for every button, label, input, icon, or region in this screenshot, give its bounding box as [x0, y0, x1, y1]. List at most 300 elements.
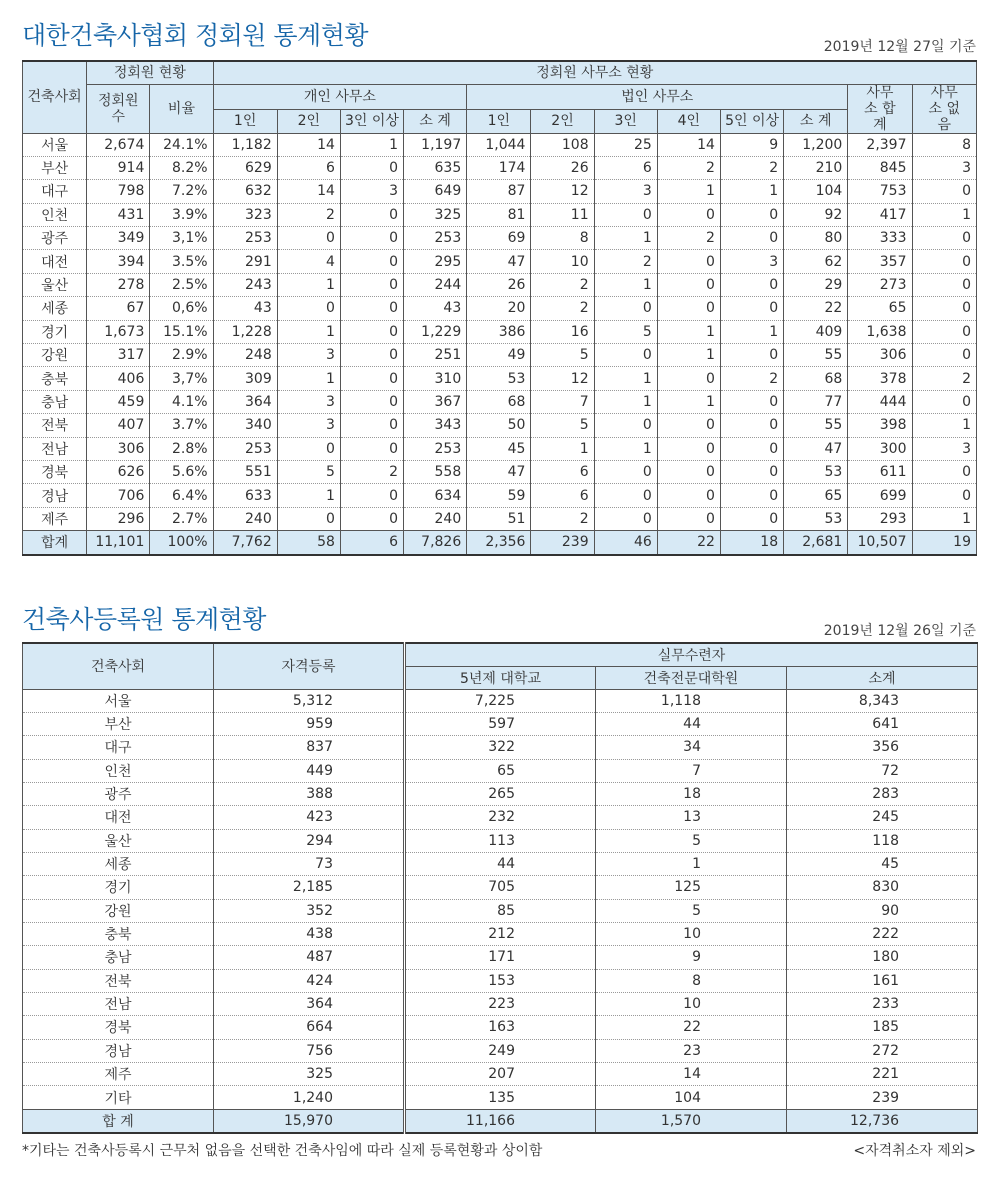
table-total-row [23, 531, 977, 555]
header-corporate-office: 법인 사무소 [467, 84, 848, 109]
table-cell: 1,197 [404, 133, 467, 156]
table-cell: 0 [720, 484, 783, 507]
table-cell: 705 [405, 876, 596, 899]
region-cell: 서울 [23, 133, 87, 156]
table-cell: 18 [720, 531, 783, 555]
table-row [23, 992, 978, 1015]
table-cell: 0 [340, 414, 403, 437]
region-cell: 세종 [23, 852, 214, 875]
table-row [23, 437, 977, 460]
header-region: 건축사회 [23, 61, 87, 133]
table-cell: 53 [784, 460, 848, 483]
region-cell: 강원 [23, 899, 214, 922]
region-cell: 경남 [23, 484, 87, 507]
table-cell: 0 [720, 414, 783, 437]
region-cell: 경기 [23, 876, 214, 899]
header-cor-2: 2인 [531, 109, 594, 133]
table-cell: 23 [596, 1039, 787, 1062]
table-cell: 15,970 [214, 1109, 405, 1133]
table-cell: 14 [277, 180, 340, 203]
table-cell: 756 [214, 1039, 405, 1062]
table-cell: 1 [720, 320, 783, 343]
region-cell: 합계 [23, 531, 87, 555]
table-cell: 1 [340, 133, 403, 156]
table-cell: 0 [720, 460, 783, 483]
region-cell: 경기 [23, 320, 87, 343]
table-cell: 104 [784, 180, 848, 203]
table-cell: 13 [596, 806, 787, 829]
table-cell: 0 [594, 297, 657, 320]
table-cell: 1 [594, 390, 657, 413]
table-cell: 221 [787, 1063, 978, 1086]
header-ind-3plus: 3인 이상 [340, 109, 403, 133]
region-cell: 합 계 [23, 1109, 214, 1133]
table-cell: 0 [912, 297, 977, 320]
table-cell: 253 [404, 227, 467, 250]
table-cell: 306 [848, 344, 912, 367]
table-cell: 2,356 [467, 531, 531, 555]
table-cell: 0 [277, 437, 340, 460]
table-cell: 0 [277, 507, 340, 530]
table-cell: 1 [912, 507, 977, 530]
table-cell: 322 [405, 736, 596, 759]
table-cell: 2 [340, 460, 403, 483]
table-cell: 0 [657, 507, 720, 530]
header2-univ5: 5년제 대학교 [405, 666, 596, 689]
table-cell: 2.5% [150, 273, 213, 296]
table-cell: 0 [594, 344, 657, 367]
region-cell: 전남 [23, 992, 214, 1015]
table-cell: 16 [531, 320, 594, 343]
table-cell: 12,736 [787, 1109, 978, 1133]
region-cell: 충북 [23, 922, 214, 945]
table-cell: 4.1% [150, 390, 213, 413]
table-cell: 171 [405, 946, 596, 969]
table-cell: 10,507 [848, 531, 912, 555]
header2-grad-school: 건축전문대학원 [596, 666, 787, 689]
table-cell: 253 [404, 437, 467, 460]
table-cell: 3 [594, 180, 657, 203]
table-cell: 309 [213, 367, 277, 390]
table-cell: 438 [214, 922, 405, 945]
table-cell: 53 [784, 507, 848, 530]
table-cell: 295 [404, 250, 467, 273]
table-cell: 1 [594, 367, 657, 390]
table-cell: 0 [657, 297, 720, 320]
table-total-row [23, 1109, 978, 1133]
table-cell: 3 [277, 344, 340, 367]
table-cell: 1,044 [467, 133, 531, 156]
table-cell: 249 [405, 1039, 596, 1062]
table-cell: 24.1% [150, 133, 213, 156]
table-row [23, 852, 978, 875]
table-cell: 163 [405, 1016, 596, 1039]
table-cell: 240 [213, 507, 277, 530]
table-cell: 185 [787, 1016, 978, 1039]
table-cell: 8 [912, 133, 977, 156]
table-cell: 325 [404, 203, 467, 226]
table-cell: 73 [214, 852, 405, 875]
table-cell: 5 [531, 344, 594, 367]
table-cell: 55 [784, 344, 848, 367]
footnote: *기타는 건축사등록시 근무처 없음을 선택한 건축사임에 따라 실제 등록현황과 상이함 [22, 1143, 543, 1159]
region-cell: 전북 [23, 414, 87, 437]
table-cell: 664 [214, 1016, 405, 1039]
table-cell: 62 [784, 250, 848, 273]
table-cell: 3,7% [150, 367, 213, 390]
table-cell: 253 [213, 437, 277, 460]
table-cell: 118 [787, 829, 978, 852]
table-cell: 1 [277, 484, 340, 507]
table-row [23, 203, 977, 226]
table-cell: 18 [596, 782, 787, 805]
table-cell: 1,200 [784, 133, 848, 156]
table-row [23, 1016, 978, 1039]
table-cell: 0 [720, 203, 783, 226]
table-cell: 1 [594, 273, 657, 296]
table-cell: 2 [531, 273, 594, 296]
table-cell: 0 [657, 273, 720, 296]
table-cell: 633 [213, 484, 277, 507]
table-cell: 837 [214, 736, 405, 759]
table-cell: 406 [87, 367, 150, 390]
region-cell: 인천 [23, 203, 87, 226]
table-cell: 5 [531, 414, 594, 437]
table-cell: 53 [467, 367, 531, 390]
table-cell: 0 [340, 297, 403, 320]
table-cell: 3.5% [150, 250, 213, 273]
header-individual-office: 개인 사무소 [213, 84, 467, 109]
header-office-total: 사무소 합계 [848, 84, 912, 133]
table-cell: 431 [87, 203, 150, 226]
table-cell: 2 [594, 250, 657, 273]
table-cell: 1 [912, 203, 977, 226]
table-cell: 1,229 [404, 320, 467, 343]
table-cell: 296 [87, 507, 150, 530]
table-cell: 635 [404, 156, 467, 179]
table-cell: 1 [720, 180, 783, 203]
table-cell: 317 [87, 344, 150, 367]
header2-registered: 자격등록 [214, 643, 405, 689]
table-cell: 417 [848, 203, 912, 226]
table-cell: 77 [784, 390, 848, 413]
table-cell: 20 [467, 297, 531, 320]
table-cell: 1,228 [213, 320, 277, 343]
table-cell: 104 [596, 1086, 787, 1109]
table-cell: 291 [213, 250, 277, 273]
table-cell: 3 [277, 414, 340, 437]
table-cell: 14 [657, 133, 720, 156]
region-cell: 경남 [23, 1039, 214, 1062]
table-cell: 1 [912, 414, 977, 437]
table-row [23, 712, 978, 735]
table-cell: 7.2% [150, 180, 213, 203]
table-cell: 1 [277, 320, 340, 343]
table-cell: 293 [848, 507, 912, 530]
table-row [23, 736, 978, 759]
table-cell: 0 [340, 437, 403, 460]
table-row [23, 922, 978, 945]
table-cell: 25 [594, 133, 657, 156]
table-cell: 245 [787, 806, 978, 829]
table-row [23, 1039, 978, 1062]
table-cell: 0 [594, 460, 657, 483]
header2-trainees: 실무수련자 [405, 643, 978, 666]
table-cell: 349 [87, 227, 150, 250]
table-cell: 7 [531, 390, 594, 413]
table-cell: 2,185 [214, 876, 405, 899]
table-cell: 0 [720, 507, 783, 530]
table-row [23, 227, 977, 250]
table-cell: 207 [405, 1063, 596, 1086]
table-cell: 449 [214, 759, 405, 782]
table-cell: 67 [87, 297, 150, 320]
table-row [23, 946, 978, 969]
table-cell: 423 [214, 806, 405, 829]
table-cell: 0 [594, 507, 657, 530]
table-cell: 253 [213, 227, 277, 250]
table-cell: 9 [720, 133, 783, 156]
table-row [23, 273, 977, 296]
table-row [23, 390, 977, 413]
table-row [23, 1063, 978, 1086]
header-office-status: 정회원 사무소 현황 [213, 61, 976, 84]
table-cell: 2 [720, 156, 783, 179]
table-cell: 45 [787, 852, 978, 875]
table-cell: 265 [405, 782, 596, 805]
table-cell: 0 [720, 227, 783, 250]
table-cell: 0 [720, 297, 783, 320]
table-cell: 0 [912, 180, 977, 203]
table-cell: 6 [277, 156, 340, 179]
table-cell: 10 [531, 250, 594, 273]
table-cell: 340 [213, 414, 277, 437]
table-cell: 153 [405, 969, 596, 992]
table-cell: 44 [596, 712, 787, 735]
table-cell: 0 [340, 390, 403, 413]
table-cell: 706 [87, 484, 150, 507]
region-cell: 인천 [23, 759, 214, 782]
table-cell: 43 [213, 297, 277, 320]
table-row [23, 782, 978, 805]
table-cell: 0 [912, 320, 977, 343]
table-cell: 47 [467, 250, 531, 273]
table-cell: 239 [787, 1086, 978, 1109]
table-cell: 12 [531, 367, 594, 390]
table-cell: 43 [404, 297, 467, 320]
region-cell: 서울 [23, 689, 214, 712]
table-cell: 2,674 [87, 133, 150, 156]
table-cell: 551 [213, 460, 277, 483]
region-cell: 강원 [23, 344, 87, 367]
table-cell: 2,397 [848, 133, 912, 156]
table-cell: 174 [467, 156, 531, 179]
table-cell: 306 [87, 437, 150, 460]
table-cell: 273 [848, 273, 912, 296]
table-cell: 5 [594, 320, 657, 343]
table-cell: 8 [531, 227, 594, 250]
table-cell: 6 [594, 156, 657, 179]
table-cell: 2.7% [150, 507, 213, 530]
table-row [23, 180, 977, 203]
table-cell: 10 [596, 922, 787, 945]
region-cell: 제주 [23, 507, 87, 530]
table-cell: 232 [405, 806, 596, 829]
table-cell: 14 [277, 133, 340, 156]
table-cell: 29 [784, 273, 848, 296]
table-cell: 626 [87, 460, 150, 483]
table-cell: 1 [596, 852, 787, 875]
table-cell: 125 [596, 876, 787, 899]
table-cell: 251 [404, 344, 467, 367]
table-cell: 0 [657, 250, 720, 273]
table-row [23, 484, 977, 507]
table-cell: 1,570 [596, 1109, 787, 1133]
table-cell: 3 [912, 156, 977, 179]
table-cell: 845 [848, 156, 912, 179]
section1-as-of: 2019년 12월 27일 기준 [823, 39, 976, 55]
table-cell: 7,762 [213, 531, 277, 555]
table-cell: 6 [531, 460, 594, 483]
table-cell: 343 [404, 414, 467, 437]
table-cell: 2 [912, 367, 977, 390]
table-cell: 11,166 [405, 1109, 596, 1133]
table-cell: 2 [720, 367, 783, 390]
table-cell: 55 [784, 414, 848, 437]
table-cell: 8,343 [787, 689, 978, 712]
table-cell: 12 [531, 180, 594, 203]
table-cell: 699 [848, 484, 912, 507]
section1-title: 대한건축사협회 정회원 통계현황 [22, 21, 368, 50]
table-cell: 244 [404, 273, 467, 296]
table-cell: 1 [531, 437, 594, 460]
table-cell: 248 [213, 344, 277, 367]
header-member-count: 정회원 수 [87, 84, 150, 133]
table-row [23, 414, 977, 437]
table-cell: 0 [594, 203, 657, 226]
table-cell: 2 [531, 507, 594, 530]
table-cell: 26 [467, 273, 531, 296]
table-cell: 378 [848, 367, 912, 390]
table-cell: 407 [87, 414, 150, 437]
region-cell: 부산 [23, 712, 214, 735]
table-cell: 0 [912, 460, 977, 483]
table-cell: 8.2% [150, 156, 213, 179]
table-cell: 0 [912, 227, 977, 250]
table-cell: 85 [405, 899, 596, 922]
table-cell: 3 [720, 250, 783, 273]
table-cell: 0 [340, 203, 403, 226]
table-cell: 7,225 [405, 689, 596, 712]
table-cell: 45 [467, 437, 531, 460]
table-cell: 46 [594, 531, 657, 555]
table-cell: 50 [467, 414, 531, 437]
region-cell: 경북 [23, 460, 87, 483]
table-cell: 0,6% [150, 297, 213, 320]
table-cell: 0 [657, 460, 720, 483]
region-cell: 경북 [23, 1016, 214, 1039]
table-cell: 459 [87, 390, 150, 413]
table-cell: 2.9% [150, 344, 213, 367]
table-cell: 44 [405, 852, 596, 875]
table-cell: 233 [787, 992, 978, 1015]
header-cor-1: 1인 [467, 109, 531, 133]
table-row [23, 460, 977, 483]
table-cell: 0 [657, 367, 720, 390]
table-cell: 1,182 [213, 133, 277, 156]
table-cell: 0 [720, 273, 783, 296]
table-cell: 0 [340, 273, 403, 296]
table-cell: 0 [277, 227, 340, 250]
header-ind-1: 1인 [213, 109, 277, 133]
table-cell: 0 [340, 507, 403, 530]
section2-as-of: 2019년 12월 26일 기준 [823, 623, 976, 639]
table-cell: 0 [340, 227, 403, 250]
table-cell: 333 [848, 227, 912, 250]
table-cell: 356 [787, 736, 978, 759]
table-cell: 4 [277, 250, 340, 273]
table-cell: 0 [277, 297, 340, 320]
header-cor-4: 4인 [657, 109, 720, 133]
table-cell: 0 [340, 320, 403, 343]
table-cell: 914 [87, 156, 150, 179]
table-cell: 0 [594, 414, 657, 437]
table-cell: 386 [467, 320, 531, 343]
table-cell: 80 [784, 227, 848, 250]
table-cell: 641 [787, 712, 978, 735]
registration-stats-table [22, 642, 978, 1134]
table-cell: 5.6% [150, 460, 213, 483]
table-row [23, 297, 977, 320]
table-cell: 223 [405, 992, 596, 1015]
region-cell: 부산 [23, 156, 87, 179]
table-cell: 444 [848, 390, 912, 413]
table-cell: 0 [340, 367, 403, 390]
table-cell: 3.9% [150, 203, 213, 226]
table-cell: 1,240 [214, 1086, 405, 1109]
table-cell: 611 [848, 460, 912, 483]
table-cell: 2,681 [784, 531, 848, 555]
region-cell: 대구 [23, 180, 87, 203]
table-cell: 632 [213, 180, 277, 203]
table-cell: 398 [848, 414, 912, 437]
region-cell: 세종 [23, 297, 87, 320]
table-cell: 1,638 [848, 320, 912, 343]
table-cell: 0 [340, 484, 403, 507]
table-cell: 47 [467, 460, 531, 483]
region-cell: 대전 [23, 250, 87, 273]
table-cell: 1 [657, 390, 720, 413]
header-member-status: 정회원 현황 [87, 61, 213, 84]
region-cell: 충남 [23, 946, 214, 969]
region-cell: 전북 [23, 969, 214, 992]
table-cell: 3,1% [150, 227, 213, 250]
section2-title: 건축사등록원 통계현황 [22, 605, 266, 634]
table-cell: 364 [214, 992, 405, 1015]
table-cell: 5 [277, 460, 340, 483]
table-row [23, 829, 978, 852]
table-cell: 2 [657, 227, 720, 250]
table-cell: 108 [531, 133, 594, 156]
table-cell: 388 [214, 782, 405, 805]
table-cell: 0 [720, 437, 783, 460]
table-cell: 6 [531, 484, 594, 507]
table-cell: 161 [787, 969, 978, 992]
table-cell: 0 [657, 437, 720, 460]
header-cor-subtotal: 소 계 [784, 109, 848, 133]
table-cell: 47 [784, 437, 848, 460]
region-cell: 광주 [23, 782, 214, 805]
